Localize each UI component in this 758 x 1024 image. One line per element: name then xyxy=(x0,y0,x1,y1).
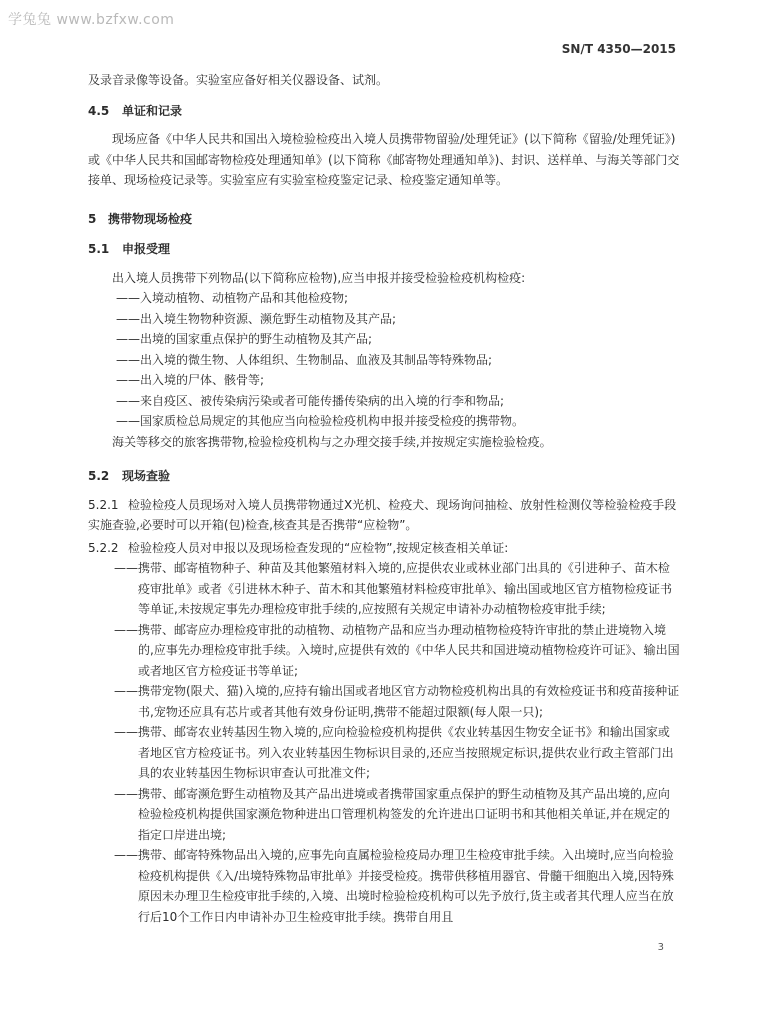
intro-line: 及录音录像等设备。实验室应备好相关仪器设备、试剂。 xyxy=(88,73,389,87)
section-5-2-heading xyxy=(88,466,680,487)
document-body xyxy=(88,70,680,927)
list-item: ——携带、邮寄植物种子、种苗及其他繁殖材料入境的,应提供农业或林业部门出具的《引进种子、苗木检疫审批单》或者《引进林木种子、苗木和其他繁殖材料检疫审批单》、输出国或地区官方植物检疫证书等单证,未按规定事先办理检疫审批手续的,应按照有关规定申请补办动植物检疫审批手续; xyxy=(114,561,673,616)
document-code: SN/T 4350—2015 xyxy=(561,42,676,56)
list-item: ——携带、邮寄特殊物品出入境的,应事先向直属检验检疫局办理卫生检疫审批手续。入出境时,应当向检验检疫机构提供《入/出境特殊物品审批单》并接受检疫。携带供移植用器官、骨髓干细胞出入境,因特殊原因未办理卫生检疫审批手续的,入境、出境时检验检疫机构可以先予放行,货主或者其代理人应当在放行后10个工作日内申请补办卫生检疫审批手续。携带自用且 xyxy=(114,848,674,924)
list-item: ——携带、邮寄应办理检疫审批的动植物、动植物产品和应当办理动植物检疫特许审批的禁止进境物入境的,应事先办理检疫审批手续。入境时,应提供有效的《中华人民共和国进境动植物检疫许可证》、输出国或者地区官方检疫证书等单证; xyxy=(114,622,680,678)
clause-5-2-1 xyxy=(88,495,680,536)
clause-number: 5.2.2 xyxy=(88,540,119,555)
list-item: ——出入境的尸体、骸骨等; xyxy=(116,373,265,387)
list-item: ——国家质检总局规定的其他应当向检验检疫机构申报并接受检疫的携带物。 xyxy=(116,414,525,428)
section-number: 5.1 xyxy=(88,242,110,256)
watermark: 学兔兔 www.bzfxw.com xyxy=(8,12,175,28)
section-number: 4.5 xyxy=(88,103,110,118)
section-5-1-tail: 海关等移交的旅客携带物,检验检疫机构与之办理交接手续,并按规定实施检验检疫。 xyxy=(112,434,552,449)
list-item: ——携带、邮寄濒危野生动植物及其产品出进境或者携带国家重点保护的野生动植物及其产品出境的,应向检验检疫机构提供国家濒危物种进出口管理机构签发的允许进出口证明书和其他相关单证,并在规定的指定口岸进出境; xyxy=(114,786,670,842)
section-title: 携带物现场检疫 xyxy=(108,211,193,226)
clause-text: 检验检疫人员现场对入境人员携带物通过X光机、检疫犬、现场询问抽检、放射性检测仪等检验检疫手段实施查验,必要时可以开箱(包)检查,核查其是否携带“应检物”。 xyxy=(88,497,677,532)
section-title: 单证和记录 xyxy=(122,103,183,118)
section-5-1-lead: 出入境人员携带下列物品(以下简称应检物),应当申报并接受检验检疫机构检疫: xyxy=(112,270,526,285)
section-title: 申报受理 xyxy=(122,242,171,256)
list-item: ——出入境的微生物、人体组织、生物制品、血液及其制品等特殊物品; xyxy=(116,352,493,367)
list-item: ——来自疫区、被传染病污染或者可能传播传染病的出入境的行李和物品; xyxy=(116,393,505,408)
list-item: ——入境动植物、动植物产品和其他检疫物; xyxy=(116,291,349,305)
list-item: ——出境的国家重点保护的野生动植物及其产品; xyxy=(116,332,373,346)
list-item: ——携带宠物(限犬、猫)入境的,应持有输出国或者地区官方动物检疫机构出具的有效检疫证书和疫苗接种证书,宠物还应具有芯片或者其他有效身份证明,携带不能超过限额(每人限一只); xyxy=(114,684,680,719)
list-item: ——出入境生物物种资源、濒危野生动植物及其产品; xyxy=(116,311,397,326)
clause-text: 检验检疫人员对申报以及现场检查发现的“应检物”,按规定核查相关单证: xyxy=(128,540,509,555)
clause-5-2-2 xyxy=(88,538,680,559)
page-number: 3 xyxy=(657,942,664,953)
section-number: 5.2 xyxy=(88,469,110,483)
section-5-1-heading xyxy=(88,239,680,260)
section-4-5-heading xyxy=(88,101,680,122)
section-number: 5 xyxy=(88,211,97,226)
list-item: ——携带、邮寄农业转基因生物入境的,应向检验检疫机构提供《农业转基因生物安全证书》和输出国家或者地区官方检疫证书。列入农业转基因生物标识目录的,还应当按照规定标识,提供农业行政主管部门出具的农业转基因生物标识审查认可批准文件; xyxy=(114,725,674,780)
clause-number: 5.2.1 xyxy=(88,497,119,512)
section-title: 现场查验 xyxy=(122,469,171,483)
section-4-5-paragraph: 现场应备《中华人民共和国出入境检验检疫出入境人员携带物留验/处理凭证》(以下简称《留验/处理凭证》)或《中华人民共和国邮寄物检疫处理通知单》(以下简称《邮寄物处理通知单》)、封识、送样单、与海关等部门交接单、现场检疫记录等。实验室应有实验室检疫鉴定记录、检疫鉴定通知单等。 xyxy=(88,132,680,187)
section-5-heading xyxy=(88,209,680,230)
